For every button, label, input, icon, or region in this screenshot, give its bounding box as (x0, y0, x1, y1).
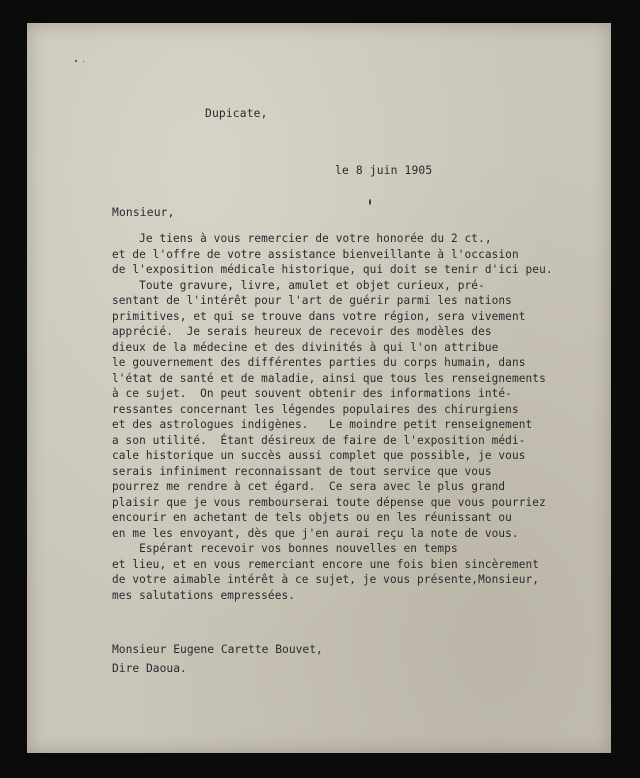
body-line: apprécié. Je serais heureux de recevoir des modèles des (112, 325, 492, 338)
recipient-address (112, 640, 323, 678)
body-line: de votre aimable intérêt à ce sujet, je vous présente,Monsieur, (112, 573, 540, 586)
body-line: ressantes concernant les légendes populaires des chirurgiens (112, 402, 519, 416)
ink-speck (369, 199, 371, 205)
body-line: à ce sujet. On peut souvent obtenir des informations inté- (112, 387, 512, 400)
duplicate-label: Dupicate, (205, 107, 268, 120)
salutation: Monsieur, (112, 206, 175, 219)
letter-body (112, 231, 553, 603)
body-line: et lieu, et en vous remerciant encore une fois bien sincèrement (112, 557, 540, 571)
body-line: mes salutations empressées. (112, 588, 296, 602)
letter-sheet (27, 23, 611, 753)
body-line: Toute gravure, livre, amulet et objet curieux, pré- (112, 278, 485, 292)
body-line: Espérant recevoir vos bonnes nouvelles en temps (112, 542, 458, 555)
body-line: Je tiens à vous remercier de votre honorée du 2 ct., (112, 232, 492, 245)
body-line: dieux de la médecine et des divinités à qui l'on attribue (112, 340, 499, 354)
body-line: et de l'offre de votre assistance bienveillante à l'occasion (112, 247, 519, 261)
body-line: pourrez me rendre à cet égard. Ce sera avec le plus grand (112, 480, 506, 493)
body-line: le gouvernement des différentes parties du corps humain, dans (112, 356, 526, 369)
body-line: de l'exposition médicale historique, qui doit se tenir d'ici peu. (112, 263, 553, 276)
body-line: sentant de l'intérêt pour l'art de guérir parmi les nations (112, 294, 512, 307)
address-line: Monsieur Eugene Carette Bouvet, (112, 643, 323, 656)
body-line: encourir en achetant de tels objets ou en les réunissant ou (112, 511, 512, 524)
body-line: et des astrologues indigènes. Le moindre petit renseignement (112, 418, 533, 431)
letter-date: le 8 juin 1905 (335, 164, 433, 177)
body-line: en me les envoyant, dès que j'en aurai reçu la note de vous. (112, 526, 519, 540)
address-line: Dire Daoua. (112, 662, 187, 675)
body-line: l'état de santé et de maladie, ainsi que tous les renseignements (112, 371, 546, 385)
ink-speck (75, 60, 77, 62)
body-line: primitives, et qui se trouve dans votre région, sera vivement (112, 309, 526, 323)
body-line: serais infiniment reconnaissant de tout service que vous (112, 464, 492, 478)
body-line: a son utilité. Étant désireux de faire de l'exposition médi- (112, 433, 526, 447)
body-line: plaisir que je vous rembourserai toute dépense que vous pourriez (112, 495, 546, 509)
body-line: cale historique un succès aussi complet que possible, je vous (112, 449, 526, 462)
ink-speck (83, 61, 84, 62)
